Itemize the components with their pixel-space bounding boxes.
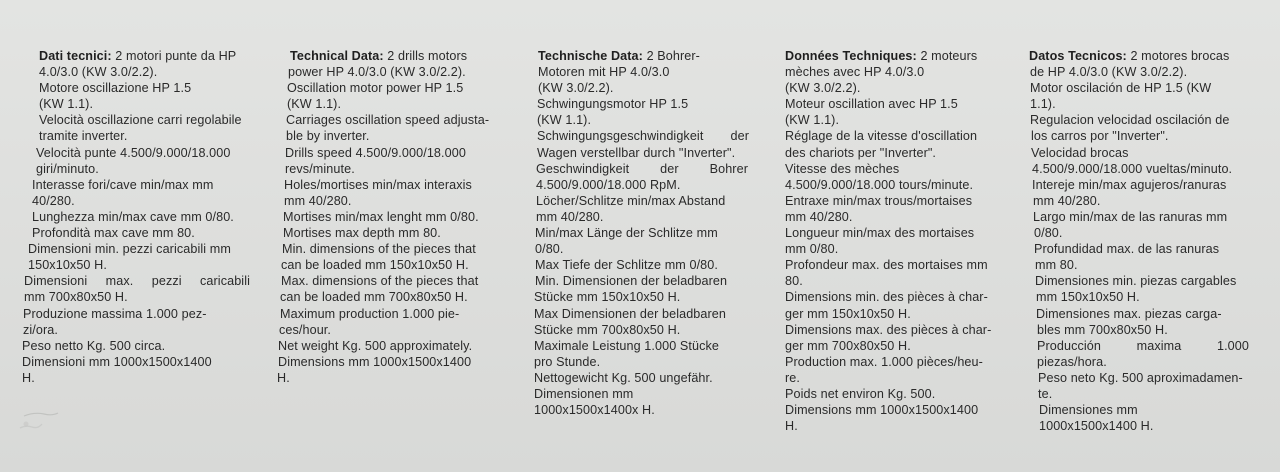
- italian-line-19: Peso netto Kg. 500 circa.: [22, 338, 166, 353]
- spanish-line-8: 4.500/9.000/18.000 vueltas/minuto.: [1032, 161, 1233, 176]
- italian-line-10: 40/280.: [32, 193, 75, 208]
- italian-line-6: tramite inverter.: [39, 129, 128, 144]
- spanish-line-23: Dimensiones mm: [1039, 403, 1138, 418]
- italian-line-1: [22, 48, 254, 64]
- italian-column: [22, 48, 254, 386]
- english-line-7: Drills speed 4.500/9.000/18.000: [285, 145, 466, 160]
- german-line-12: Min/max Länge der Schlitze mm: [535, 226, 718, 241]
- english-line-1-text: 2 drills motors: [387, 49, 468, 63]
- spanish-line-4: 1.1).: [1030, 97, 1056, 112]
- german-line-15: Min. Dimensionen der beladbaren: [535, 274, 728, 289]
- german-line-22: Dimensionen mm: [534, 386, 634, 401]
- italian-line-1-text: 2 motori punte da HP: [115, 49, 237, 63]
- english-line-4: (KW 1.1).: [287, 97, 342, 112]
- ink-smudge: [18, 398, 78, 438]
- spanish-line-18: bles mm 700x80x50 H.: [1037, 322, 1168, 337]
- english-line-21: H.: [277, 370, 290, 385]
- spanish-line-2: de HP 4.0/3.0 (KW 3.0/2.2).: [1030, 65, 1188, 80]
- german-line-13: 0/80.: [535, 242, 564, 257]
- french-line-22: Poids net environ Kg. 500.: [785, 386, 936, 401]
- spanish-line-19: Producción maxima 1.000: [1037, 338, 1249, 353]
- german-title: Technische Data:: [538, 49, 643, 63]
- french-line-5: (KW 1.1).: [785, 113, 840, 128]
- french-line-12: Longueur min/max des mortaises: [785, 226, 975, 241]
- french-line-18: Dimensions max. des pièces à char-: [785, 322, 992, 337]
- german-line-21: Nettogewicht Kg. 500 ungefähr.: [534, 370, 713, 385]
- spanish-line-13: Profundidad max. de las ranuras: [1034, 242, 1220, 257]
- french-line-7: des chariots per "Inverter".: [785, 145, 937, 160]
- spanish-title: Datos Tecnicos:: [1029, 49, 1127, 63]
- german-line-5: (KW 1.1).: [537, 113, 592, 128]
- english-line-11: Mortises min/max lenght mm 0/80.: [283, 209, 479, 224]
- german-line-11: mm 40/280.: [536, 209, 604, 224]
- french-line-14: Profondeur max. des mortaises mm: [785, 258, 988, 273]
- french-line-23: Dimensions mm 1000x1500x1400: [785, 403, 979, 418]
- french-line-17: ger mm 150x10x50 H.: [785, 306, 911, 321]
- italian-line-3: Motore oscillazione HP 1.5: [39, 81, 192, 96]
- english-line-15: Max. dimensions of the pieces that: [281, 274, 479, 289]
- spanish-line-21: Peso neto Kg. 500 aproximadamen-: [1038, 370, 1243, 385]
- spanish-line-12: 0/80.: [1034, 226, 1063, 241]
- italian-line-12: Profondità max cave mm 80.: [32, 226, 195, 241]
- spanish-line-10: mm 40/280.: [1033, 193, 1101, 208]
- english-line-19: Net weight Kg. 500 approximately.: [278, 338, 473, 353]
- english-line-5: Carriages oscillation speed adjusta-: [286, 113, 490, 128]
- german-line-1-text: 2 Bohrer-: [646, 49, 700, 63]
- italian-line-2: 4.0/3.0 (KW 3.0/2.2).: [39, 65, 158, 80]
- german-line-18: Stücke mm 700x80x50 H.: [534, 322, 681, 337]
- french-line-11: mm 40/280.: [785, 209, 853, 224]
- french-line-19: ger mm 700x80x50 H.: [785, 338, 911, 353]
- italian-line-20: Dimensioni mm 1000x1500x1400: [22, 354, 212, 369]
- french-line-1-text: 2 moteurs: [920, 49, 978, 63]
- spanish-line-3: Motor oscilación de HP 1.5 (KW: [1030, 81, 1212, 96]
- spanish-line-1-text: 2 motores brocas: [1130, 49, 1230, 63]
- french-line-6: Réglage de la vitesse d'oscillation: [785, 129, 978, 144]
- french-line-3: (KW 3.0/2.2).: [785, 81, 861, 96]
- english-line-14: can be loaded mm 150x10x50 H.: [281, 258, 469, 273]
- french-line-9: 4.500/9.000/18.000 tours/minute.: [785, 177, 974, 192]
- german-line-14: Max Tiefe der Schlitze mm 0/80.: [535, 258, 718, 273]
- english-line-13: Min. dimensions of the pieces that: [282, 242, 476, 257]
- english-title: Technical Data:: [290, 49, 384, 63]
- english-line-8: revs/minute.: [285, 161, 355, 176]
- french-line-1: [784, 48, 1006, 64]
- spanish-line-9: Intereje min/max agujeros/ranuras: [1032, 177, 1227, 192]
- italian-line-11: Lunghezza min/max cave mm 0/80.: [32, 209, 234, 224]
- english-column: [277, 48, 503, 386]
- english-line-10: mm 40/280.: [284, 193, 352, 208]
- italian-line-21: H.: [22, 370, 35, 385]
- french-line-8: Vitesse des mèches: [785, 161, 900, 176]
- french-line-24: H.: [785, 419, 798, 434]
- french-line-20: Production max. 1.000 pièces/heu-: [785, 354, 983, 369]
- german-line-17: Max Dimensionen der beladbaren: [534, 306, 727, 321]
- spanish-line-24: 1000x1500x1400 H.: [1039, 419, 1154, 434]
- spanish-line-15: Dimensiones min. piezas cargables: [1035, 274, 1237, 289]
- german-line-9: 4.500/9.000/18.000 RpM.: [536, 177, 681, 192]
- italian-title: Dati tecnici:: [39, 49, 112, 63]
- italian-line-8: giri/minuto.: [36, 161, 99, 176]
- italian-line-13: Dimensioni min. pezzi caricabili mm: [28, 242, 231, 257]
- german-line-19: Maximale Leistung 1.000 Stücke: [534, 338, 720, 353]
- french-line-21: re.: [785, 370, 800, 385]
- spanish-line-5: Regulacion velocidad oscilación de: [1030, 113, 1230, 128]
- german-line-7: Wagen verstellbar durch "Inverter".: [537, 145, 736, 160]
- german-line-23: 1000x1500x1400x H.: [534, 403, 655, 418]
- italian-line-4: (KW 1.1).: [39, 97, 94, 112]
- spanish-line-11: Largo min/max de las ranuras mm: [1033, 209, 1228, 224]
- italian-line-9: Interasse fori/cave min/max mm: [32, 177, 214, 192]
- german-line-10: Löcher/Schlitze min/max Abstand: [536, 193, 726, 208]
- english-line-12: Mortises max depth mm 80.: [283, 226, 441, 241]
- spanish-line-1: [1029, 48, 1255, 64]
- german-line-1: [534, 48, 752, 64]
- spanish-line-16: mm 150x10x50 H.: [1036, 290, 1140, 305]
- italian-line-5: Velocità oscillazione carri regolabile: [39, 113, 242, 128]
- italian-line-16: mm 700x80x50 H.: [24, 290, 128, 305]
- french-line-16: Dimensions min. des pièces à char-: [785, 290, 988, 305]
- italian-line-15: Dimensioni max. pezzi caricabili: [24, 274, 250, 289]
- german-column: [534, 48, 752, 418]
- german-line-4: Schwingungsmotor HP 1.5: [537, 97, 689, 112]
- french-title: Données Techniques:: [785, 49, 917, 63]
- english-line-20: Dimensions mm 1000x1500x1400: [278, 354, 472, 369]
- french-line-4: Moteur oscillation avec HP 1.5: [785, 97, 958, 112]
- italian-line-7: Velocità punte 4.500/9.000/18.000: [36, 145, 231, 160]
- german-line-20: pro Stunde.: [534, 354, 601, 369]
- french-line-15: 80.: [785, 274, 803, 289]
- spanish-line-6: los carros por "Inverter".: [1031, 129, 1169, 144]
- spanish-line-20: piezas/hora.: [1037, 354, 1107, 369]
- german-line-16: Stücke mm 150x10x50 H.: [534, 290, 681, 305]
- english-line-18: ces/hour.: [279, 322, 332, 337]
- english-line-17: Maximum production 1.000 pie-: [280, 306, 460, 321]
- italian-line-14: 150x10x50 H.: [28, 258, 107, 273]
- french-line-2: mèches avec HP 4.0/3.0: [785, 65, 925, 80]
- spanish-column: [1029, 48, 1255, 434]
- german-line-6: Schwingungsgeschwindigkeit der: [537, 129, 749, 144]
- english-line-9: Holes/mortises min/max interaxis: [284, 177, 472, 192]
- italian-line-18: zi/ora.: [23, 322, 58, 337]
- italian-line-17: Produzione massima 1.000 pez-: [23, 306, 207, 321]
- french-column: [784, 48, 1006, 434]
- english-line-16: can be loaded mm 700x80x50 H.: [280, 290, 468, 305]
- spanish-line-14: mm 80.: [1035, 258, 1078, 273]
- spanish-line-7: Velocidad brocas: [1031, 145, 1129, 160]
- german-line-3: (KW 3.0/2.2).: [538, 81, 614, 96]
- spanish-line-17: Dimensiones max. piezas carga-: [1036, 306, 1222, 321]
- german-line-8: Geschwindigkeit der Bohrer: [536, 161, 748, 176]
- english-line-3: Oscillation motor power HP 1.5: [287, 81, 464, 96]
- french-line-13: mm 0/80.: [785, 242, 839, 257]
- german-line-2: Motoren mit HP 4.0/3.0: [538, 65, 670, 80]
- spanish-line-22: te.: [1038, 386, 1053, 401]
- english-line-1: [277, 48, 503, 64]
- english-line-6: ble by inverter.: [286, 129, 370, 144]
- french-line-10: Entraxe min/max trous/mortaises: [785, 193, 973, 208]
- english-line-2: power HP 4.0/3.0 (KW 3.0/2.2).: [288, 65, 466, 80]
